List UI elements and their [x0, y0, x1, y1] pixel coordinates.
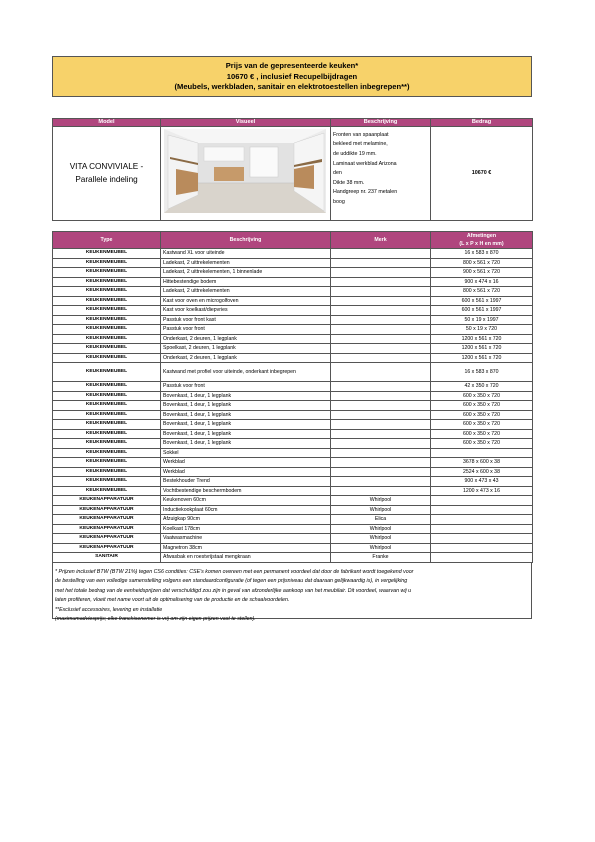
item-brand — [331, 401, 431, 411]
description-line: den — [333, 170, 342, 177]
table-row — [53, 420, 533, 430]
item-brand — [331, 363, 431, 382]
item-description: Hittebestendige bodem — [161, 277, 331, 287]
footnotes — [52, 563, 532, 622]
col-amount: Bedrag — [431, 118, 533, 126]
table-row — [53, 410, 533, 420]
dimensions-unit: (L x P x H en mm) — [459, 241, 504, 248]
items-table — [52, 231, 533, 563]
overview-row — [53, 126, 533, 220]
item-dimensions — [431, 534, 533, 544]
item-description: Keukenoven 60cm — [161, 496, 331, 506]
footnote-line: met het totale bedrag van de eenheidsprijzen dat verschuldigd zou zijn in geval van afzonderlijke aankoop van het meubilair. Dit voordeel, waarvan wij u — [55, 587, 412, 594]
item-dimensions — [431, 448, 533, 458]
item-brand: Whirlpool — [331, 543, 431, 553]
item-brand — [331, 315, 431, 325]
item-description: Passtuk voor front kast — [161, 315, 331, 325]
item-description: Werkblad — [161, 458, 331, 468]
item-description: Vochtbestendige beschermbodem — [161, 486, 331, 496]
overview-description — [331, 126, 431, 220]
kitchen-visual — [161, 126, 331, 220]
overview-table — [52, 118, 533, 221]
table-row — [53, 496, 533, 506]
dimensions-label: Afmetingen — [466, 232, 497, 239]
item-dimensions: 600 x 350 x 720 — [431, 391, 533, 401]
item-type: KEUKENMEUBEL — [53, 268, 161, 278]
item-dimensions: 600 x 561 x 1997 — [431, 306, 533, 316]
item-type: KEUKENMEUBEL — [53, 382, 161, 392]
item-description: Kastwand XL voor uiteinde — [161, 249, 331, 259]
item-brand — [331, 258, 431, 268]
table-row — [53, 277, 533, 287]
item-dimensions: 900 x 561 x 720 — [431, 268, 533, 278]
table-row — [53, 391, 533, 401]
footnote-line: laten profiteren, vloeit met name voort uit de optimalisering van de productie en de schaalvoordelen. — [55, 597, 290, 604]
footnote-line: de bestelling van een volledige samenstelling volgens een standaardconfiguratie (of tegen een prijsniveau dat daaraan gelijkwaardig is), in vergelijking — [55, 578, 408, 585]
item-description: Werkblad — [161, 467, 331, 477]
item-dimensions: 16 x 583 x 870 — [431, 249, 533, 259]
item-type: KEUKENMEUBEL — [53, 458, 161, 468]
table-row — [53, 268, 533, 278]
footnote-line: (maximumadviesprijs; elke franchisenemer is vrij om zijn eigen prijzen vast te stellen). — [55, 615, 256, 622]
item-brand — [331, 306, 431, 316]
item-description: Bovenkast, 1 deur, 1 legplank — [161, 410, 331, 420]
item-description: Afzuigkap 90cm — [161, 515, 331, 525]
item-description: Afwasbak en roestvrijstaal mengkraan — [161, 553, 331, 563]
table-row — [53, 448, 533, 458]
table-row — [53, 325, 533, 335]
item-type: KEUKENMEUBEL — [53, 325, 161, 335]
col-model: Model — [53, 118, 161, 126]
item-description: Spoelkast, 2 deuren, 1 legplank — [161, 344, 331, 354]
item-type: KEUKENMEUBEL — [53, 249, 161, 259]
footnote-line: * Prijzen inclusief BTW (BTW 21%) tegen CS6 condities: CSE's komen overeen met een permanent voordeel dat door de fabrikant wordt toegekend voor — [55, 568, 414, 575]
col-brand: Merk — [331, 231, 431, 249]
item-description: Sokkel — [161, 448, 331, 458]
table-row — [53, 315, 533, 325]
item-dimensions — [431, 505, 533, 515]
item-brand: Whirlpool — [331, 496, 431, 506]
table-row — [53, 477, 533, 487]
item-type: KEUKENMEUBEL — [53, 486, 161, 496]
item-type: KEUKENMEUBEL — [53, 401, 161, 411]
col-item-description: Beschrijving — [161, 231, 331, 249]
table-row — [53, 382, 533, 392]
item-type: KEUKENMEUBEL — [53, 306, 161, 316]
item-dimensions: 600 x 350 x 720 — [431, 439, 533, 449]
item-dimensions: 900 x 473 x 43 — [431, 477, 533, 487]
item-brand — [331, 448, 431, 458]
item-dimensions: 2524 x 600 x 38 — [431, 467, 533, 477]
item-description: Ladekast, 2 uittrekelementen, 1 binnenlade — [161, 268, 331, 278]
description-line: bekleed met melamine, — [333, 141, 388, 148]
description-line: Fronten van spaanplaat — [333, 131, 389, 138]
item-dimensions: 800 x 561 x 720 — [431, 287, 533, 297]
description-line: Dikte 38 mm. — [333, 179, 365, 186]
item-dimensions — [431, 524, 533, 534]
price-total: 10670 € , inclusief Recupelbijdragen — [226, 71, 358, 81]
item-brand — [331, 382, 431, 392]
item-description: Vaatwasmachine — [161, 534, 331, 544]
item-description: Onderkast, 2 deuren, 1 legplank — [161, 334, 331, 344]
item-dimensions: 42 x 350 x 720 — [431, 382, 533, 392]
item-dimensions: 600 x 350 x 720 — [431, 429, 533, 439]
item-description: Koelkast 178cm — [161, 524, 331, 534]
footnote-line: **Exclusief accessoires, levering en installatie — [55, 606, 163, 613]
item-type: KEUKENAPPARATUUR — [53, 524, 161, 534]
item-brand: Whirlpool — [331, 524, 431, 534]
item-type: KEUKENMEUBEL — [53, 277, 161, 287]
item-brand — [331, 296, 431, 306]
item-dimensions: 600 x 350 x 720 — [431, 410, 533, 420]
table-row — [53, 429, 533, 439]
item-type: KEUKENMEUBEL — [53, 410, 161, 420]
item-description: Magnetron 38cm — [161, 543, 331, 553]
col-dimensions — [431, 231, 533, 249]
item-dimensions: 600 x 350 x 720 — [431, 420, 533, 430]
price-header — [52, 56, 532, 97]
description-line: Laminaat werkblad Arizona — [333, 160, 397, 167]
item-brand — [331, 268, 431, 278]
item-description: Bestekhouder Trend — [161, 477, 331, 487]
item-description: Bovenkast, 1 deur, 1 legplank — [161, 439, 331, 449]
table-row — [53, 505, 533, 515]
table-row — [53, 467, 533, 477]
overview-header-row — [53, 118, 533, 126]
table-row — [53, 353, 533, 363]
item-type: KEUKENMEUBEL — [53, 353, 161, 363]
table-row — [53, 306, 533, 316]
items-header-row — [53, 231, 533, 249]
item-type: KEUKENMEUBEL — [53, 315, 161, 325]
table-row — [53, 515, 533, 525]
item-type: KEUKENMEUBEL — [53, 429, 161, 439]
table-row — [53, 287, 533, 297]
item-dimensions: 1200 x 561 x 720 — [431, 353, 533, 363]
item-brand — [331, 429, 431, 439]
model-name-line1: VITA CONVIVIALE - — [69, 162, 144, 172]
item-brand — [331, 249, 431, 259]
item-brand: Franke — [331, 553, 431, 563]
item-brand — [331, 325, 431, 335]
table-row — [53, 486, 533, 496]
table-row — [53, 344, 533, 354]
item-type: KEUKENMEUBEL — [53, 334, 161, 344]
item-type: KEUKENMEUBEL — [53, 477, 161, 487]
item-brand — [331, 420, 431, 430]
table-row — [53, 458, 533, 468]
col-visual: Visueel — [161, 118, 331, 126]
item-type: KEUKENMEUBEL — [53, 420, 161, 430]
item-brand — [331, 477, 431, 487]
table-row — [53, 553, 533, 563]
item-brand — [331, 458, 431, 468]
item-type: SANITAIR — [53, 553, 161, 563]
item-type: KEUKENAPPARATUUR — [53, 543, 161, 553]
item-dimensions: 800 x 561 x 720 — [431, 258, 533, 268]
item-description: Bovenkast, 1 deur, 1 legplank — [161, 429, 331, 439]
item-brand — [331, 334, 431, 344]
item-brand: Elica — [331, 515, 431, 525]
item-type: KEUKENAPPARATUUR — [53, 496, 161, 506]
item-dimensions — [431, 543, 533, 553]
item-dimensions: 600 x 561 x 1997 — [431, 296, 533, 306]
description-line: de uddikte 19 mm. — [333, 150, 377, 157]
table-row — [53, 401, 533, 411]
item-type: KEUKENMEUBEL — [53, 391, 161, 401]
item-type: KEUKENMEUBEL — [53, 287, 161, 297]
item-type: KEUKENAPPARATUUR — [53, 534, 161, 544]
item-type: KEUKENMEUBEL — [53, 467, 161, 477]
item-brand — [331, 410, 431, 420]
model-name — [53, 126, 161, 220]
item-dimensions: 900 x 474 x 16 — [431, 277, 533, 287]
item-brand — [331, 277, 431, 287]
item-type: KEUKENMEUBEL — [53, 296, 161, 306]
item-description: Bovenkast, 1 deur, 1 legplank — [161, 391, 331, 401]
model-name-line2: Parallele indeling — [75, 175, 138, 185]
item-dimensions: 1200 x 473 x 16 — [431, 486, 533, 496]
items-body — [53, 249, 533, 563]
item-description: Onderkast, 2 deuren, 1 legplank — [161, 353, 331, 363]
item-brand — [331, 467, 431, 477]
item-brand: Whirlpool — [331, 534, 431, 544]
item-type: KEUKENMEUBEL — [53, 344, 161, 354]
table-row — [53, 249, 533, 259]
item-brand — [331, 344, 431, 354]
item-dimensions: 50 x 19 x 720 — [431, 325, 533, 335]
item-type: KEUKENMEUBEL — [53, 448, 161, 458]
table-row — [53, 439, 533, 449]
item-type: KEUKENMEUBEL — [53, 363, 161, 382]
table-row — [53, 334, 533, 344]
item-description: Passtuk voor front — [161, 382, 331, 392]
kitchen-render-image — [164, 129, 326, 213]
item-brand: Whirlpool — [331, 505, 431, 515]
item-description: Kast voor koelkast/diepvries — [161, 306, 331, 316]
price-title: Prijs van de gepresenteerde keuken* — [225, 61, 359, 70]
item-dimensions — [431, 553, 533, 563]
item-type: KEUKENAPPARATUUR — [53, 515, 161, 525]
document — [52, 56, 532, 622]
item-type: KEUKENMEUBEL — [53, 439, 161, 449]
item-dimensions: 50 x 19 x 1997 — [431, 315, 533, 325]
col-description: Beschrijving — [331, 118, 431, 126]
item-type: KEUKENAPPARATUUR — [53, 505, 161, 515]
item-brand — [331, 486, 431, 496]
item-brand — [331, 439, 431, 449]
table-row — [53, 296, 533, 306]
item-description: Ladekast, 2 uittrekelementen — [161, 287, 331, 297]
item-type: KEUKENMEUBEL — [53, 258, 161, 268]
overview-price: 10670 € — [431, 126, 533, 220]
item-dimensions: 1200 x 561 x 720 — [431, 334, 533, 344]
table-row — [53, 363, 533, 382]
item-brand — [331, 287, 431, 297]
item-description: Passtuk voor front — [161, 325, 331, 335]
item-description: Bovenkast, 1 deur, 1 legplank — [161, 401, 331, 411]
table-row — [53, 258, 533, 268]
item-description: Kast voor oven en microgolfoven — [161, 296, 331, 306]
table-row — [53, 543, 533, 553]
item-description: Ladekast, 2 uittrekelementen — [161, 258, 331, 268]
item-brand — [331, 353, 431, 363]
col-type: Type — [53, 231, 161, 249]
table-row — [53, 534, 533, 544]
price-inclusions: (Meubels, werkbladen, sanitair en elektrotoestellen inbegrepen**) — [174, 82, 410, 92]
item-description: Inductiekookplaat 60cm — [161, 505, 331, 515]
item-brand — [331, 391, 431, 401]
item-dimensions: 600 x 350 x 720 — [431, 401, 533, 411]
item-dimensions: 3678 x 600 x 38 — [431, 458, 533, 468]
item-description: Kastwand met profiel voor uiteinde, onderkant inbegrepen — [161, 363, 331, 382]
description-line: Handgreep nr. 237 metalen — [333, 189, 398, 196]
description-line: boog — [333, 198, 345, 205]
item-dimensions: 16 x 583 x 870 — [431, 363, 533, 382]
table-row — [53, 524, 533, 534]
item-description: Bovenkast, 1 deur, 1 legplank — [161, 420, 331, 430]
item-dimensions — [431, 515, 533, 525]
item-dimensions — [431, 496, 533, 506]
item-dimensions: 1200 x 561 x 720 — [431, 344, 533, 354]
